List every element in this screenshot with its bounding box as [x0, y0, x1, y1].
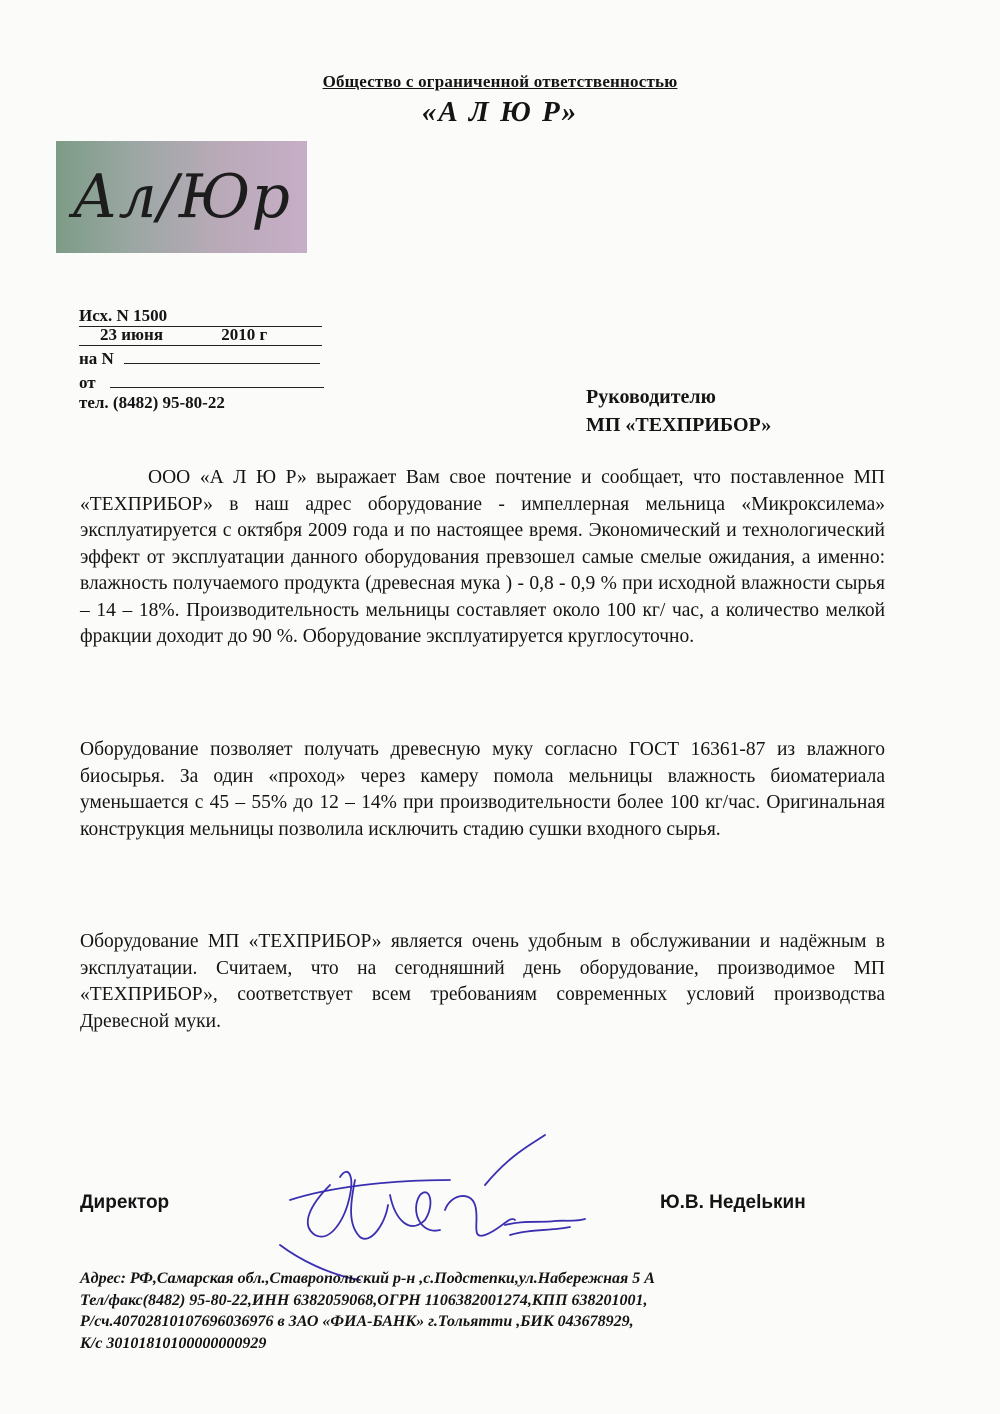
organization-legal-form: Общество с ограниченной ответственностью [322, 72, 678, 91]
outgoing-number: Исх. N 1500 [79, 306, 322, 327]
letter-date-day: 23 июня [100, 325, 164, 344]
logo-text: Ал/Юр [72, 162, 291, 232]
signatory-name: Ю.В. Недelькин [660, 1192, 806, 1213]
phone-number: тел. (8482) 95-80-22 [79, 393, 225, 412]
addressee-title: Руководителю [586, 386, 716, 408]
footer-correspondent-account: К/с 30101810100000000929 [80, 1334, 267, 1352]
signatory-title: Директор [80, 1192, 170, 1213]
company-logo [56, 141, 307, 253]
director-signature [270, 1125, 600, 1285]
company-requisites [80, 1268, 655, 1354]
from-date-field: от [79, 371, 324, 393]
body-paragraph-2: Оборудование позволяет получать древесную муку согласно ГОСТ 16361-87 из влажного биосырья. За один «проход» через камеру помола мельницы влажность биоматериала уменьшается с 45 – 55% до 12 – 14% при производительности более 100 кг/час. Оригинальная конструкция мельницы позволила исключить стадию сушки входного сырья. [80, 739, 885, 840]
footer-address: Адрес: РФ,Самарская обл.,Ставропольский р-н ,с.Подстепки,ул.Набережная 5 А [80, 1270, 655, 1287]
footer-contacts: Тел/факс(8482) 95-80-22,ИНН 6382059068,ОГРН 1106382001274,КПП 638201001, [80, 1291, 648, 1309]
addressee-organization: МП «ТЕХПРИБОР» [586, 414, 772, 436]
letter-date [79, 325, 322, 346]
letter-date-year: 2010 г [221, 325, 268, 344]
in-reply-to-field: на N [79, 347, 320, 369]
addressee-block [586, 383, 771, 439]
footer-bank-account: Р/сч.40702810107696036976 в ЗАО «ФИА-БАНК» г.Тольятти ,БИК 043678929, [80, 1313, 634, 1330]
body-paragraph-1: ООО «А Л Ю Р» выражает Вам свое почтение и сообщает, что поставленное МП «ТЕХПРИБОР» в наш адрес оборудование - импеллерная мельница «Микроксилема» эксплуатируется с октября 2009 года и по настоящее время. Экономический и технологический эффект от эксплуатации данного оборудования превзошел самые смелые ожидания, а именно: влажность получаемого продукта (древесная мука ) - 0,8 - 0,9 % при исходной влажности сырья – 14 – 18%. Производительность мельницы составляет около 100 кг/ час, а количество мелкой фракции доходит до 90 %. Оборудование эксплуатируется круглосуточно. [80, 467, 885, 647]
body-paragraph-3: Оборудование МП «ТЕХПРИБОР» является очень удобным в обслуживании и надёжным в эксплуатации. Считаем, что на сегодняшний день оборудование, производимое МП «ТЕХПРИБОР», соответствует всем требованиям современных условий производства Древесной муки. [80, 931, 885, 1032]
organization-name: «А Л Ю Р» [421, 96, 579, 128]
